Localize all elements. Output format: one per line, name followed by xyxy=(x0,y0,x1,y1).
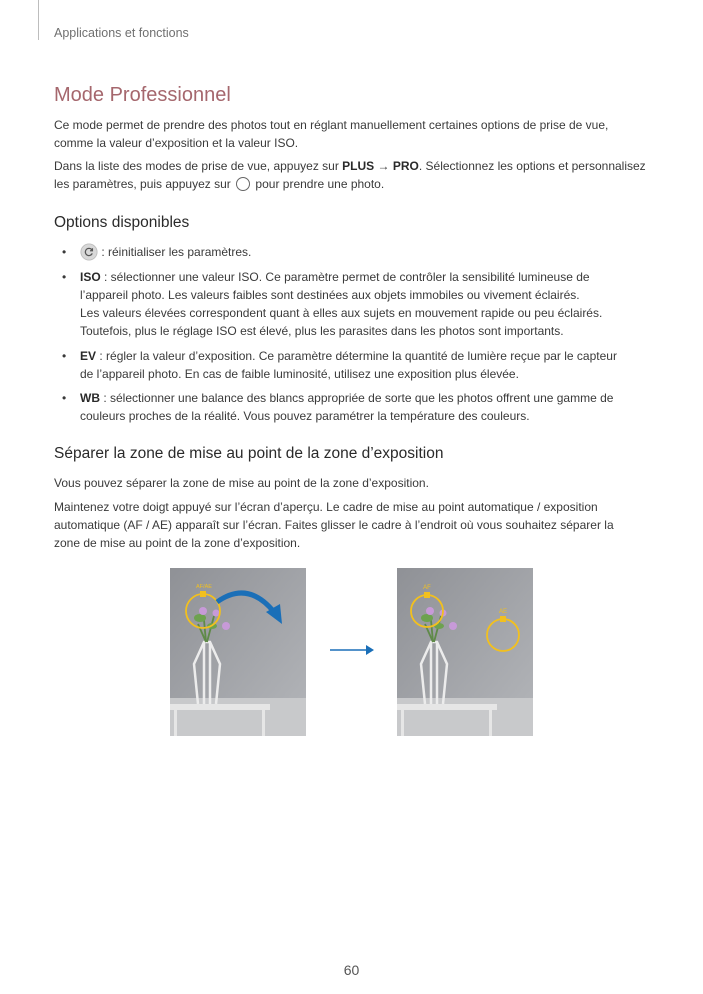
separate-heading: Séparer la zone de mise au point de la zone d’exposition xyxy=(54,445,444,462)
ev-text xyxy=(80,347,650,383)
wb-line-1: : sélectionner une balance des blancs appropriée de sorte que les photos offrent une gamme de xyxy=(100,391,614,405)
reset-text xyxy=(80,243,650,261)
reset-description: : réinitialiser les paramètres. xyxy=(98,245,252,259)
iso-line-4: Toutefois, plus le réglage ISO est élevé, plus les parasites dans les photos sont importants. xyxy=(80,324,564,338)
intro-line-2: comme la valeur d’exposition et la valeur ISO. xyxy=(54,136,299,150)
bullet-dot: • xyxy=(62,391,67,405)
separate-line-1: Maintenez votre doigt appuyé sur l’écran d’aperçu. Le cadre de mise au point automatique / exposition xyxy=(54,500,598,514)
page-frame-line xyxy=(38,0,39,40)
af-label: AF xyxy=(423,585,431,591)
transition-arrow-icon xyxy=(330,644,376,656)
wb-text xyxy=(80,389,650,425)
af-ae-label: AF/AE xyxy=(196,584,212,590)
options-heading: Options disponibles xyxy=(54,214,190,231)
iso-line-2: l’appareil photo. Les valeurs faibles sont destinées aux objets immobiles ou vivement éclairés. xyxy=(80,288,580,302)
section-header: Applications et fonctions xyxy=(54,26,189,40)
bullet-dot: • xyxy=(62,245,67,259)
separate-paragraph-1: Vous pouvez séparer la zone de mise au point de la zone d’exposition. xyxy=(54,476,429,490)
wb-line-2: couleurs proches de la réalité. Vous pouvez paramétrer la température des couleurs. xyxy=(80,409,530,423)
pro-term: PRO xyxy=(392,159,419,173)
wb-term: WB xyxy=(80,391,100,405)
instructions-text-3: les paramètres, puis appuyez sur xyxy=(54,177,235,191)
instructions-paragraph xyxy=(54,157,664,193)
ev-line-2: de l’appareil photo. En cas de faible luminosité, utilisez une exposition plus élevée. xyxy=(80,367,519,381)
intro-paragraph xyxy=(54,116,654,152)
ev-term: EV xyxy=(80,349,97,363)
instructions-text-2: . Sélectionnez les options et personnalisez xyxy=(418,159,646,173)
iso-text xyxy=(80,268,650,340)
instructions-text-4: pour prendre une photo. xyxy=(252,177,385,191)
preview-image-before xyxy=(170,568,306,736)
bullet-dot: • xyxy=(62,349,67,363)
page-number: 60 xyxy=(343,962,360,978)
ev-line-1: : régler la valeur d’exposition. Ce paramètre détermine la quantité de lumière reçue par le capteur xyxy=(96,349,617,363)
iso-term: ISO xyxy=(80,270,101,284)
ae-label: AE xyxy=(498,609,508,615)
reset-icon xyxy=(80,243,98,261)
iso-line-1: : sélectionner une valeur ISO. Ce paramètre permet de contrôler la sensibilité lumineuse de xyxy=(100,270,590,284)
shutter-button-icon xyxy=(236,177,250,191)
arrow-glyph: → xyxy=(374,159,393,173)
separate-line-2: automatique (AF / AE) apparaît sur l’écran. Faites glisser le cadre à l’endroit où vous souhaitez séparer la xyxy=(54,518,614,532)
iso-line-3: Les valeurs élevées correspondent quant à elles aux sujets en mouvement rapide ou peu éclairés. xyxy=(80,306,603,320)
separate-paragraph-2 xyxy=(54,498,654,552)
bullet-dot: • xyxy=(62,270,67,284)
separate-line-3: zone de mise au point de la zone d’exposition. xyxy=(54,536,301,550)
intro-line-1: Ce mode permet de prendre des photos tout en réglant manuellement certaines options de prise de vue, xyxy=(54,118,609,132)
instructions-text: Dans la liste des modes de prise de vue, appuyez sur xyxy=(54,159,343,173)
page-title: Mode Professionnel xyxy=(54,84,231,106)
plus-term: PLUS xyxy=(342,159,375,173)
preview-image-after xyxy=(397,568,533,736)
